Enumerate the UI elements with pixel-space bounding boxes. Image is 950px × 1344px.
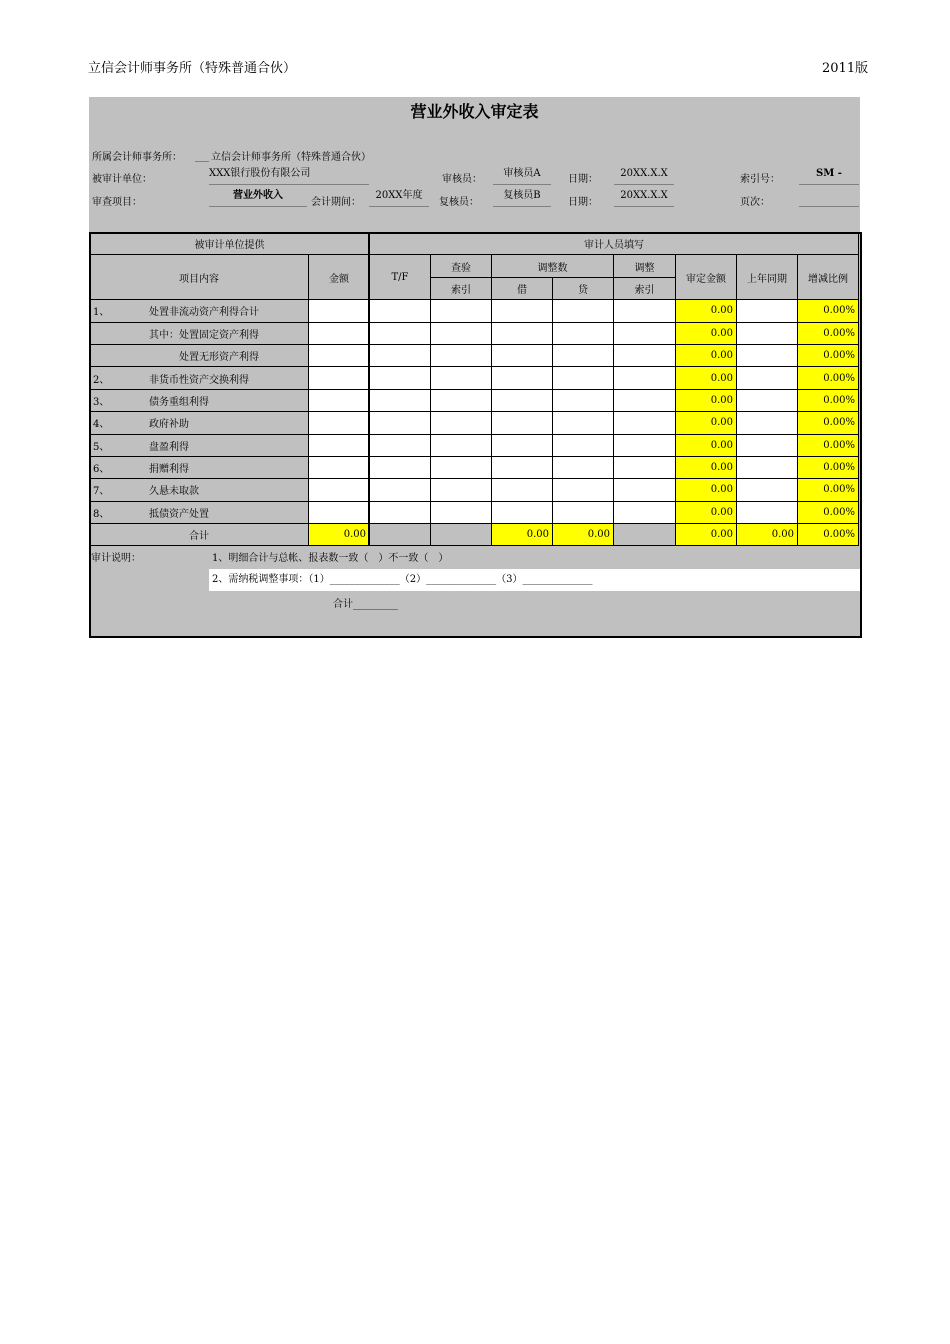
cell-check-index[interactable] [431, 367, 492, 389]
row-item [90, 367, 309, 389]
cell-check-index[interactable] [431, 456, 492, 478]
total-label: 合计 [90, 524, 309, 546]
total-tf [370, 524, 431, 546]
table-row [90, 367, 859, 389]
row-name: 政府补助 [149, 419, 189, 431]
row-name: 盘盈利得 [149, 441, 189, 453]
cell-audited: 0.00 [676, 344, 737, 366]
row-name: 其中：处置固定资产利得 [149, 329, 259, 341]
group-left-header: 被审计单位提供 [90, 233, 370, 255]
cell-credit[interactable] [553, 501, 614, 523]
cell-adj-index[interactable] [614, 322, 676, 344]
cell-debit[interactable] [492, 344, 553, 366]
cell-debit[interactable] [492, 300, 553, 322]
cell-tf[interactable] [370, 434, 431, 456]
table-row [90, 456, 859, 478]
firm-label: 所属会计师事务所： [92, 152, 182, 163]
row-name: 处置无形资产利得 [179, 352, 259, 364]
period-value[interactable]: 20XX年度 [369, 187, 429, 207]
notes-label: 审计说明： [91, 553, 141, 564]
item-value[interactable]: 营业外收入 [209, 187, 307, 207]
row-name: 处置非流动资产利得合计 [149, 307, 259, 319]
row-item [90, 434, 309, 456]
header-version: 2011版 [822, 61, 869, 76]
row-item [90, 456, 309, 478]
cell-audited: 0.00 [676, 479, 737, 501]
total-adj-index [614, 524, 676, 546]
cell-adj-index[interactable] [614, 412, 676, 434]
row-item [90, 322, 309, 344]
row-number: 4、 [93, 419, 110, 431]
col-adj-index-header: 调整 [614, 255, 676, 277]
cell-credit[interactable] [553, 389, 614, 411]
firm-value: 立信会计师事务所（特殊普通合伙） [211, 152, 371, 163]
total-credit: 0.00 [553, 524, 614, 546]
cell-debit[interactable] [492, 389, 553, 411]
cell-change: 0.00% [798, 322, 859, 344]
cell-amount[interactable] [309, 322, 370, 344]
col-tf-header: T/F [370, 255, 431, 300]
cell-check-index[interactable] [431, 344, 492, 366]
col-audited-header: 审定金额 [676, 255, 737, 300]
col-amount-header: 金额 [309, 255, 370, 300]
cell-audited: 0.00 [676, 300, 737, 322]
col-check-header-2: 索引 [431, 277, 492, 299]
total-check [431, 524, 492, 546]
date2-value[interactable]: 20XX.X.X [614, 187, 674, 207]
row-item [90, 344, 309, 366]
cell-check-index[interactable] [431, 322, 492, 344]
row-number: 7、 [93, 486, 110, 498]
firm-blank [195, 142, 209, 162]
cell-change: 0.00% [798, 300, 859, 322]
table-row [90, 344, 859, 366]
cell-check-index[interactable] [431, 479, 492, 501]
cell-audited: 0.00 [676, 501, 737, 523]
table-row [90, 389, 859, 411]
total-prior: 0.00 [737, 524, 798, 546]
row-name: 非货币性资产交换利得 [149, 374, 249, 386]
table-row [90, 412, 859, 434]
cell-credit[interactable] [553, 412, 614, 434]
cell-change: 0.00% [798, 389, 859, 411]
cell-change: 0.00% [798, 434, 859, 456]
cell-credit[interactable] [553, 456, 614, 478]
row-item [90, 412, 309, 434]
cell-check-index[interactable] [431, 389, 492, 411]
notes-line-2[interactable]: 2、需纳税调整事项：（1）______________（2）______________（3）______________ [209, 569, 860, 591]
cell-check-index[interactable] [431, 501, 492, 523]
cell-prior[interactable] [737, 389, 798, 411]
col-adjust-header: 调整数 [492, 255, 614, 277]
cell-audited: 0.00 [676, 456, 737, 478]
page-value[interactable] [799, 187, 859, 207]
col-adj-index-header-2: 索引 [614, 277, 676, 299]
col-item-header: 项目内容 [90, 255, 309, 300]
cell-tf[interactable] [370, 367, 431, 389]
cell-tf[interactable] [370, 389, 431, 411]
cell-amount[interactable] [309, 300, 370, 322]
cell-adj-index[interactable] [614, 367, 676, 389]
cell-debit[interactable] [492, 412, 553, 434]
cell-amount[interactable] [309, 479, 370, 501]
cell-audited: 0.00 [676, 434, 737, 456]
header-firm: 立信会计师事务所（特殊普通合伙） [88, 61, 297, 76]
row-number: 8、 [93, 508, 110, 520]
cell-credit[interactable] [553, 367, 614, 389]
date-value[interactable]: 20XX.X.X [614, 165, 674, 185]
group-right-header: 审计人员填写 [370, 233, 859, 255]
cell-credit[interactable] [553, 344, 614, 366]
rechecker-label: 复核员： [439, 197, 479, 208]
item-label: 审查项目： [92, 197, 142, 208]
cell-prior[interactable] [737, 501, 798, 523]
cell-prior[interactable] [737, 322, 798, 344]
cell-adj-index[interactable] [614, 389, 676, 411]
cell-change: 0.00% [798, 412, 859, 434]
total-amount: 0.00 [309, 524, 370, 546]
notes-line-3[interactable]: 合计_________ [333, 599, 398, 610]
cell-debit[interactable] [492, 367, 553, 389]
notes-line-1: 1、明细合计与总帐、报表数一致（ ）不一致（ ） [212, 553, 449, 564]
cell-debit[interactable] [492, 322, 553, 344]
col-debit-header: 借 [492, 277, 553, 299]
date-label: 日期： [568, 174, 598, 185]
rechecker-value[interactable]: 复核员B [493, 187, 551, 207]
cell-adj-index[interactable] [614, 456, 676, 478]
reviewer-value[interactable]: 审核员A [493, 165, 551, 185]
col-credit-header: 贷 [553, 277, 614, 299]
col-change-header: 增减比例 [798, 255, 859, 300]
cell-credit[interactable] [553, 479, 614, 501]
date2-label: 日期： [568, 197, 598, 208]
cell-amount[interactable] [309, 412, 370, 434]
cell-tf[interactable] [370, 479, 431, 501]
total-debit: 0.00 [492, 524, 553, 546]
cell-tf[interactable] [370, 300, 431, 322]
row-name: 久悬未取款 [149, 486, 199, 498]
cell-debit[interactable] [492, 434, 553, 456]
row-number: 3、 [93, 396, 110, 408]
cell-audited: 0.00 [676, 367, 737, 389]
cell-prior[interactable] [737, 479, 798, 501]
cell-amount[interactable] [309, 367, 370, 389]
cell-tf[interactable] [370, 456, 431, 478]
table-row [90, 434, 859, 456]
cell-prior[interactable] [737, 300, 798, 322]
cell-audited: 0.00 [676, 412, 737, 434]
index-value[interactable]: SM - [799, 165, 859, 185]
total-audited: 0.00 [676, 524, 737, 546]
cell-adj-index[interactable] [614, 434, 676, 456]
row-name: 抵债资产处置 [149, 508, 209, 520]
cell-prior[interactable] [737, 367, 798, 389]
row-item [90, 300, 309, 322]
cell-audited: 0.00 [676, 389, 737, 411]
total-row [90, 524, 859, 546]
cell-check-index[interactable] [431, 434, 492, 456]
cell-check-index[interactable] [431, 412, 492, 434]
cell-amount[interactable] [309, 456, 370, 478]
cell-amount[interactable] [309, 344, 370, 366]
row-number: 5、 [93, 441, 110, 453]
cell-tf[interactable] [370, 344, 431, 366]
reviewer-label: 审核员： [442, 174, 482, 185]
cell-credit[interactable] [553, 434, 614, 456]
entity-value[interactable]: XXX银行股份有限公司 [209, 165, 369, 185]
col-check-header: 查验 [431, 255, 492, 277]
col-prior-header: 上年同期 [737, 255, 798, 300]
table-row [90, 322, 859, 344]
cell-amount[interactable] [309, 389, 370, 411]
cell-audited: 0.00 [676, 322, 737, 344]
cell-credit[interactable] [553, 322, 614, 344]
row-name: 捐赠利得 [149, 464, 189, 476]
cell-amount[interactable] [309, 501, 370, 523]
sheet-title: 营业外收入审定表 [410, 102, 539, 121]
row-item [90, 501, 309, 523]
cell-adj-index[interactable] [614, 300, 676, 322]
row-item [90, 479, 309, 501]
cell-debit[interactable] [492, 501, 553, 523]
cell-debit[interactable] [492, 479, 553, 501]
cell-prior[interactable] [737, 344, 798, 366]
cell-change: 0.00% [798, 367, 859, 389]
row-number: 2、 [93, 374, 110, 386]
cell-prior[interactable] [737, 434, 798, 456]
cell-tf[interactable] [370, 322, 431, 344]
cell-adj-index[interactable] [614, 479, 676, 501]
cell-adj-index[interactable] [614, 344, 676, 366]
audit-sheet [89, 97, 860, 636]
table-row [90, 300, 859, 322]
row-number: 6、 [93, 464, 110, 476]
entity-label: 被审计单位： [92, 174, 152, 185]
cell-change: 0.00% [798, 501, 859, 523]
period-label: 会计期间： [311, 197, 361, 208]
row-name: 债务重组利得 [149, 396, 209, 408]
page-label: 页次： [740, 197, 770, 208]
cell-check-index[interactable] [431, 300, 492, 322]
cell-change: 0.00% [798, 344, 859, 366]
row-number: 1、 [93, 307, 110, 319]
table-row [90, 501, 859, 523]
cell-prior[interactable] [737, 456, 798, 478]
cell-change: 0.00% [798, 479, 859, 501]
cell-amount[interactable] [309, 434, 370, 456]
table-row [90, 479, 859, 501]
cell-adj-index[interactable] [614, 501, 676, 523]
column-divider [368, 233, 369, 546]
cell-tf[interactable] [370, 501, 431, 523]
index-label: 索引号： [740, 174, 780, 185]
total-change: 0.00% [798, 524, 859, 546]
cell-prior[interactable] [737, 412, 798, 434]
cell-debit[interactable] [492, 456, 553, 478]
row-item [90, 389, 309, 411]
cell-credit[interactable] [553, 300, 614, 322]
cell-tf[interactable] [370, 412, 431, 434]
audit-table [89, 232, 859, 546]
cell-change: 0.00% [798, 456, 859, 478]
